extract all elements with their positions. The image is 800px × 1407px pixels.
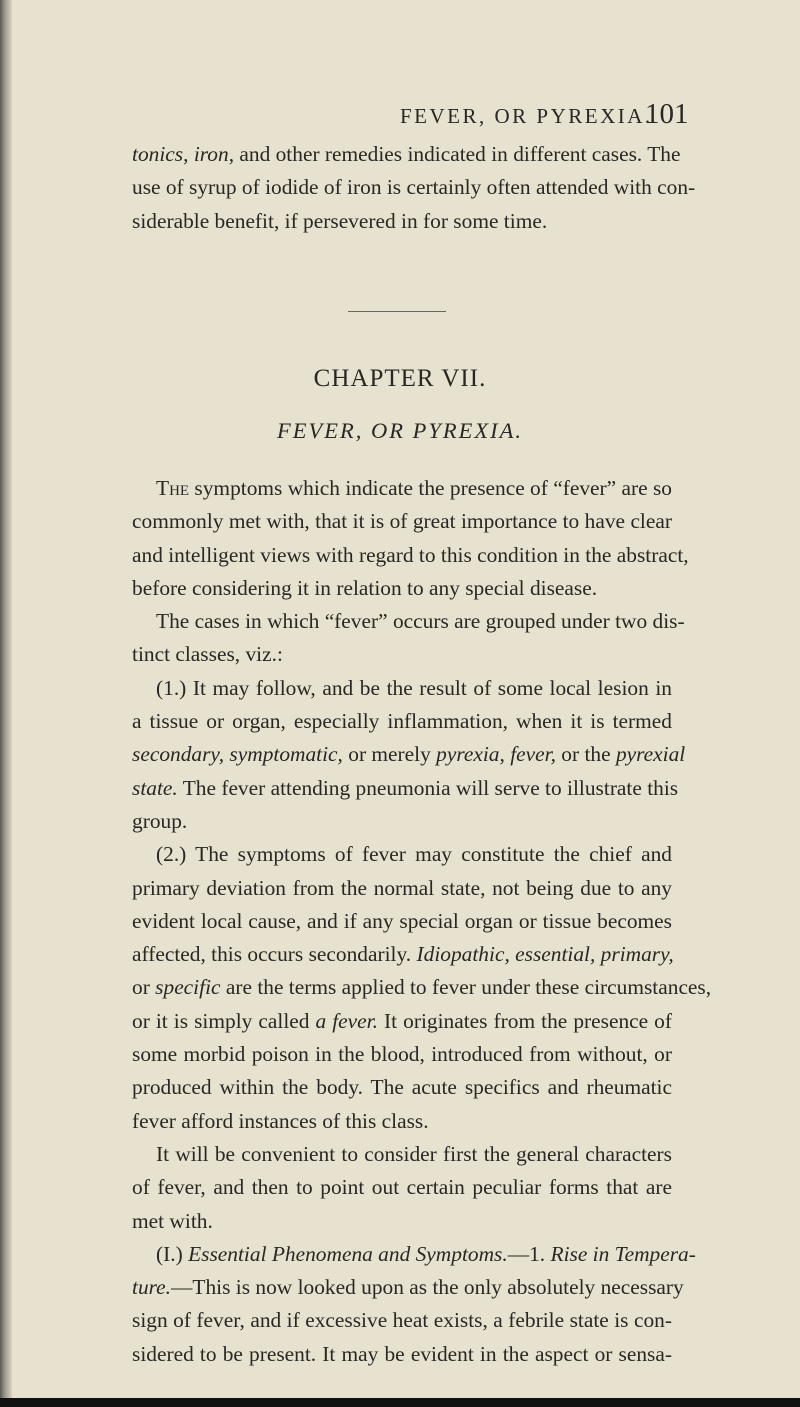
text-span: , <box>183 142 194 166</box>
text-line: siderable benefit, if persevered in for some time. <box>132 208 548 233</box>
text-line: group. <box>132 808 188 833</box>
chapter-title: FEVER, OR PYREXIA. <box>277 418 523 443</box>
text-line <box>132 1238 696 1271</box>
text-line: commonly met with, that it is of great importance to have clear <box>132 509 672 534</box>
text-span: or merely <box>342 742 437 767</box>
text-line: a tissue or organ, especially inflammation, when it is termed <box>132 709 672 734</box>
page-number: 101 <box>645 98 689 130</box>
text-span: —1. <box>507 1241 551 1266</box>
text-line: sign of fever, and if excessive heat exists, a febrile state is con- <box>132 1308 672 1333</box>
text-span: , and other remedies indicated in different cases. The <box>228 142 681 166</box>
text-line <box>132 938 672 971</box>
text-line: and intelligent views with regard to this condition in the abstract, <box>132 542 689 567</box>
text-line: The cases in which “fever” occurs are grouped under two dis- <box>156 609 685 634</box>
running-head-title: FEVER, OR PYREXIA. <box>400 104 653 128</box>
text-span: are the terms applied to fever under these circumstances, <box>220 975 712 1000</box>
italic-term: Idiopathic, essential, primary, <box>416 942 674 967</box>
section-divider <box>348 311 446 312</box>
text-span: or the <box>555 742 616 767</box>
text-line <box>132 971 712 1004</box>
text-line: produced within the body. The acute specifics and rheumatic <box>132 1075 672 1100</box>
chapter-number: CHAPTER VII. <box>313 365 487 392</box>
book-spine-shadow <box>0 0 12 1407</box>
body-text <box>132 472 712 1371</box>
text-line: met with. <box>132 1208 213 1233</box>
text-line: evident local cause, and if any special organ or tissue becomes <box>132 908 672 933</box>
text-line: (2.) The symptoms of fever may constitute the chief and <box>156 842 672 867</box>
text-span: (I.) <box>156 1241 189 1266</box>
text-line: fever afford instances of this class. <box>132 1108 429 1133</box>
text-line: tinct classes, viz.: <box>132 642 283 667</box>
italic-term: tonics <box>132 142 184 166</box>
text-span: affected, this occurs secondarily. <box>132 942 417 967</box>
text-span: symptoms which indicate the presence of “fever” are so <box>189 476 672 500</box>
text-span: or it is simply called <box>132 1008 316 1033</box>
text-span: —This is now looked upon as the only absolutely necessary <box>171 1275 684 1300</box>
text-line <box>132 472 672 505</box>
text-line: (1.) It may follow, and be the result of some local lesion in <box>156 675 672 700</box>
text-line: sidered to be present. It may be evident in the aspect or sensa- <box>132 1341 672 1366</box>
text-line: of fever, and then to point out certain peculiar forms that are <box>132 1175 672 1200</box>
italic-term: iron <box>193 142 229 166</box>
text-span: It originates from the presence of <box>377 1008 672 1033</box>
italic-term: pyrexia, fever, <box>436 742 556 767</box>
text-line <box>132 738 686 771</box>
italic-term: pyrexial <box>615 742 686 767</box>
lead-word: The <box>156 476 190 500</box>
page-bottom-edge <box>0 1398 800 1407</box>
running-head <box>0 98 800 134</box>
italic-term: a fever. <box>315 1008 378 1033</box>
text-line <box>132 1271 684 1304</box>
text-line: It will be convenient to consider first the general characters <box>156 1141 672 1166</box>
text-line: some morbid poison in the blood, introduced from without, or <box>132 1042 672 1067</box>
text-span: or <box>132 975 156 1000</box>
text-line <box>132 1005 672 1038</box>
italic-term: Essential Phenomena and Symptoms. <box>188 1241 508 1266</box>
text-line <box>132 772 679 805</box>
italic-term: Rise in Tempera- <box>550 1241 696 1266</box>
italic-term: secondary, symptomatic, <box>132 742 343 767</box>
text-line: use of syrup of iodide of iron is certainly often attended with con- <box>132 175 696 200</box>
italic-term: ture. <box>132 1275 172 1300</box>
text-line <box>132 138 681 171</box>
opening-paragraph <box>132 138 696 238</box>
italic-term: state. <box>132 775 178 800</box>
text-line: before considering it in relation to any special disease. <box>132 575 598 600</box>
text-line: primary deviation from the normal state, not being due to any <box>132 875 672 900</box>
text-span: The fever attending pneumonia will serve to illustrate this <box>177 775 679 800</box>
italic-term: specific <box>155 975 221 1000</box>
